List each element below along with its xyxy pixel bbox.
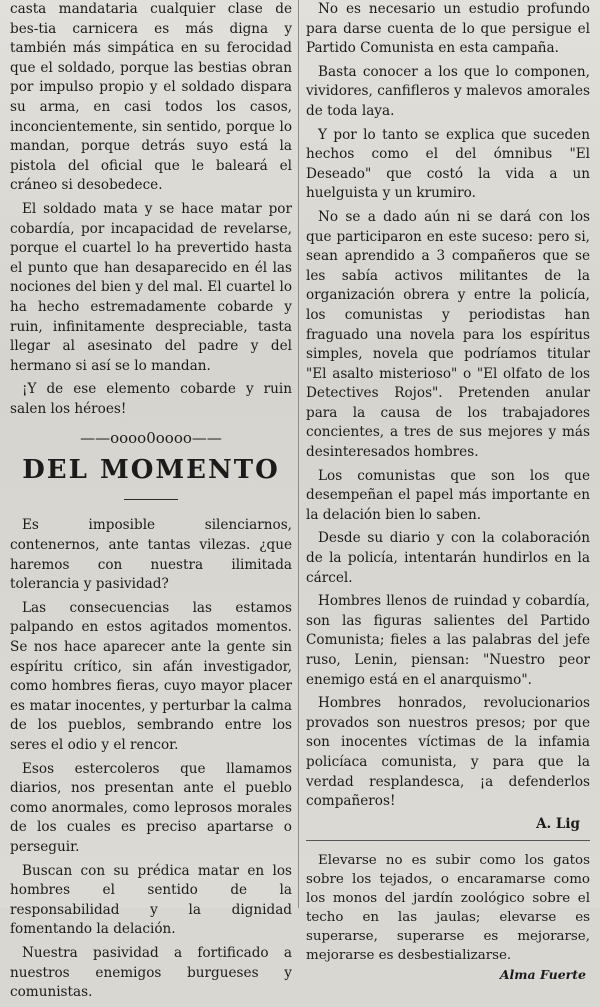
- right-column: [306, 0, 590, 982]
- horizontal-rule: [306, 840, 590, 841]
- paragraph: casta mandataria cualquier clase de bes-tia carnicera es más digna y también más simpática en su ferocidad que el soldado, porque las bestias obran por impulso propio y el soldado dispara su arma, en casi todos los casos, inconcientemente, sin sentido, porque lo mandan, porque detrás suyo está la pistola del oficial que le baleará el cráneo si desobedece.: [10, 1, 292, 194]
- paragraph: Es imposible silenciarnos, contenernos, ante tantas vilezas. ¿que haremos con nuestra ilimitada tolerancia y pasividad?: [10, 517, 292, 593]
- paragraph: Basta conocer a los que lo componen, vividores, canfifleros y malevos amorales de toda laya.: [306, 63, 590, 119]
- ornamental-divider: ——oooo0oooo——: [80, 429, 222, 448]
- motto-author: Alma Fuerte: [499, 966, 586, 982]
- paragraph: Hombres honrados, revolucionarios provados son nuestros presos; por que son inocentes víctimas de la infamia policíaca comunista, y para que la verdad resplandesca, ¡a defenderlos compañeros!: [306, 695, 590, 810]
- paragraph: ¡Y de ese elemento cobarde y ruin salen los héroes!: [10, 381, 292, 417]
- paragraph: Esos estercoleros que llamamos diarios, nos presentan ante el pueblo como anormales, como leprosos morales de los cuales es preciso apartarse o perseguir.: [10, 760, 292, 855]
- paragraph: Nuestra pasividad a fortificado a nuestros enemigos burgueses y comunistas.: [10, 944, 292, 1001]
- paragraph: Hombres llenos de ruindad y cobardía, son las figuras salientes del Partido Comunista; fieles a las palabras del jefe ruso, Lenin, piensan: "Nuestro peor enemigo está en el anarquismo".: [306, 593, 590, 688]
- left-column: [10, 0, 292, 1007]
- paragraph: El soldado mata y se hace matar por cobardía, por incapacidad de revelarse, porque el cuartel lo ha prevertido hasta el punto que han desaparecido en él las nociones del bien y del mal. El cuartel lo ha hecho estremadamente cobarde y ruin, infinitamente despreciable, tasta llegar al asesinato del padre y del hermano si así se lo mandan.: [10, 200, 292, 374]
- motto-text: Elevarse no es subir como los gatos sobre los tejados, o encaramarse como los monos del jardín zoológico sobre el techo en las jaulas; elevarse es superarse, superarse es mejorarse, mejorarse es desbestializarse.: [306, 852, 590, 963]
- section-heading: DEL MOMENTO: [22, 455, 280, 486]
- paragraph: No es necesario un estudio profundo para darse cuenta de lo que persigue el Partido Comunista en esta campaña.: [306, 1, 590, 57]
- motto-box: [306, 851, 590, 982]
- paragraph: No se a dado aún ni se dará con los que participaron en este suceso: pero si, sean aprendido a 3 compañeros que se les sabía activos militantes de la organización obrera y entre la policía, los comunistas y periodistas han fraguado una novela para los espíritus simples, novela que podríamos titular "El asalto misterioso" o "El olfato de los Detectives Rojos". Pretenden anular para la causa de los trabajadores concientes, a tres de sus mejores y más desinteresados hombres.: [306, 208, 590, 461]
- paragraph: Los comunistas que son los que desempeñan el papel más importante en la delación bien lo saben.: [306, 467, 590, 523]
- paragraph: Desde su diario y con la colaboración de la policía, intentarán hundirlos en la cárcel.: [306, 530, 590, 586]
- paragraph: Y por lo tanto se explica que suceden hechos como el del ómnibus "El Deseado" que costó la vida a un huelguista y un krumiro.: [306, 126, 590, 202]
- paragraph: Las consecuencias las estamos palpando en estos agitados momentos. Se nos hace aparecer ante la gente sin espíritu crítico, sin afán investigador, como hombres fieras, cuyo mayor placer es matar inocentes, y perturbar la calma de los pueblos, sembrando entre los seres el odio y el rencor.: [10, 599, 292, 753]
- paragraph: Buscan con su prédica matar en los hombres el sentido de la responsabilidad y la dignidad fomentando la delación.: [10, 862, 292, 938]
- column-divider: [298, 0, 299, 908]
- heading-rule: [124, 499, 178, 500]
- article-signature: A. Lig: [536, 815, 580, 832]
